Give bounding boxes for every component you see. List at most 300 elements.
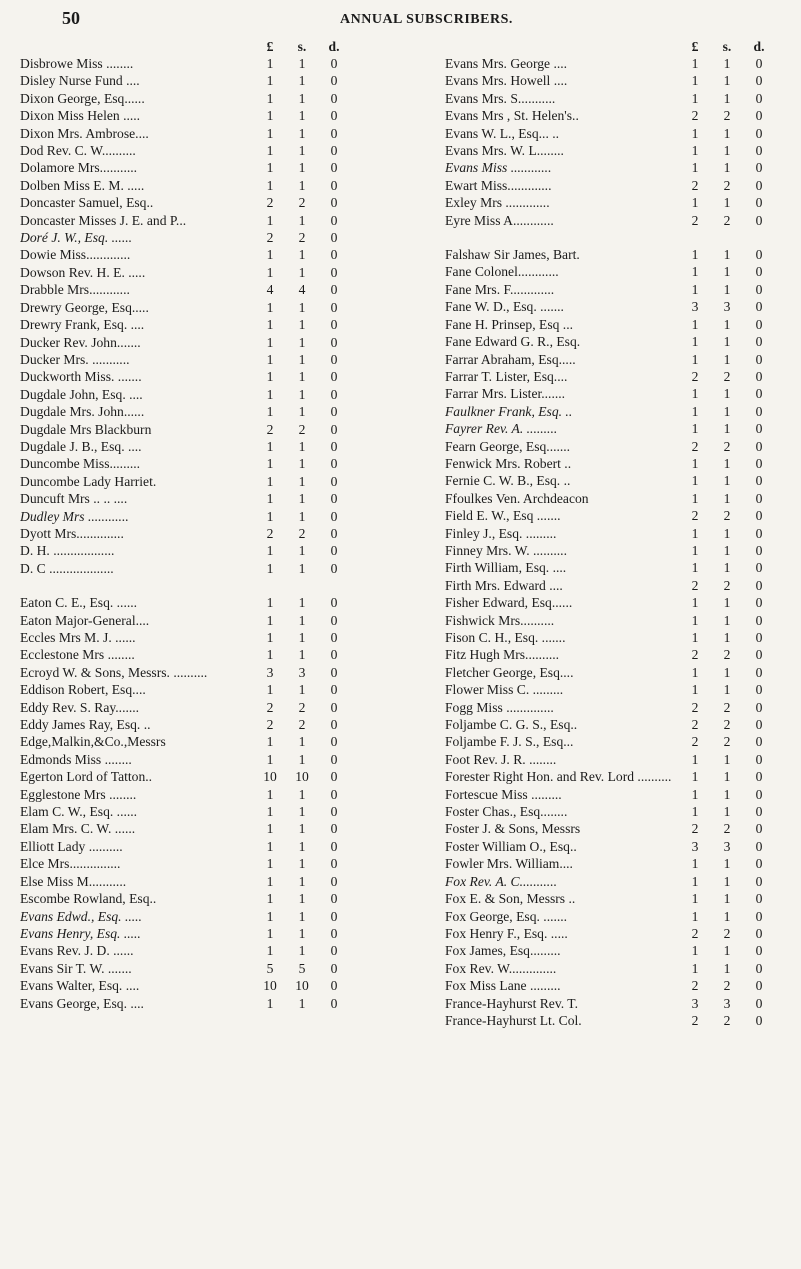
shillings-amount: 1	[723, 960, 731, 976]
shillings-amount: 1	[723, 455, 731, 471]
subscriber-row	[445, 838, 775, 855]
shillings-amount: 1	[723, 560, 731, 576]
shillings-amount: 2	[298, 230, 306, 246]
subscriber-row	[20, 125, 350, 142]
pence-amount: 0	[330, 212, 338, 228]
pounds-amount: 1	[266, 143, 274, 159]
pounds-amount: 1	[691, 195, 699, 211]
subscriber-name: Dugdale J. B., Esq. ....	[20, 438, 142, 454]
subscriber-name: Dixon Mrs. Ambrose....	[20, 125, 149, 141]
pounds-amount: 1	[266, 612, 274, 628]
pounds-amount: 1	[266, 543, 274, 559]
pounds-amount: 2	[691, 1012, 699, 1028]
pounds-amount: 2	[691, 368, 699, 384]
shillings-amount: 1	[723, 125, 731, 141]
shillings-amount: 1	[723, 281, 731, 297]
pence-amount: 0	[755, 560, 763, 576]
pence-amount: 0	[755, 281, 763, 297]
subscriber-row	[20, 751, 350, 768]
subscriber-name: Evans W. L., Esq... ..	[445, 125, 560, 141]
subscriber-name: Dowson Rev. H. E. .....	[20, 264, 146, 280]
subscriber-name: D. C ...................	[20, 560, 114, 576]
pounds-amount: 1	[691, 525, 699, 541]
subscriber-row	[445, 72, 775, 89]
pounds-amount: 1	[266, 838, 274, 854]
subscriber-row	[445, 768, 775, 785]
pence-amount: 0	[330, 160, 338, 176]
pounds-amount: 1	[266, 630, 274, 645]
shillings-amount: 1	[723, 264, 731, 280]
subscriber-name: Drabble Mrs............	[20, 282, 130, 298]
pounds-amount: 2	[691, 577, 699, 593]
pounds-amount: 1	[691, 264, 699, 280]
subscriber-row	[445, 194, 775, 211]
subscriber-name: Doncaster Misses J. E. and P...	[20, 212, 187, 228]
pounds-amount: 1	[266, 682, 274, 698]
subscriber-name: Eddison Robert, Esq....	[20, 682, 146, 698]
subscriber-row	[20, 768, 350, 785]
pence-amount: 0	[755, 368, 763, 384]
subscriber-row	[20, 55, 350, 72]
subscriber-name: Fox Henry F., Esq. .....	[445, 925, 568, 941]
shillings-amount: 1	[723, 421, 731, 437]
subscriber-name: Ducker Mrs. ...........	[20, 351, 130, 367]
subscriber-row	[445, 420, 775, 437]
subscriber-row	[20, 403, 350, 420]
subscriber-row	[20, 107, 350, 124]
shillings-amount: 1	[298, 873, 306, 889]
subscriber-row	[20, 960, 350, 977]
subscriber-row	[20, 542, 350, 559]
subscriber-name: Finney Mrs. W. ..........	[445, 542, 567, 558]
pence-amount: 0	[755, 299, 763, 315]
shillings-amount: 1	[298, 491, 306, 507]
pence-amount: 0	[755, 699, 763, 715]
pence-amount: 0	[755, 247, 763, 263]
pounds-amount: 10	[263, 978, 277, 994]
pence-amount: 0	[755, 525, 763, 541]
subscriber-row	[445, 820, 775, 837]
pence-amount: 0	[755, 682, 763, 698]
pounds-amount: 1	[266, 508, 274, 524]
pounds-amount: 1	[266, 386, 274, 402]
shillings-amount: 1	[298, 317, 306, 333]
subscriber-name: Eccles Mrs M. J. ......	[20, 630, 136, 645]
pounds-amount: 1	[691, 769, 699, 785]
pence-amount: 0	[755, 316, 763, 332]
subscriber-name: Evans Miss ............	[445, 160, 552, 176]
subscriber-row	[445, 890, 775, 907]
shillings-amount: 1	[298, 995, 306, 1011]
subscriber-row	[445, 385, 775, 402]
subscriber-name: Disley Nurse Fund ....	[20, 73, 140, 89]
pounds-amount: 2	[691, 699, 699, 715]
pence-amount: 0	[330, 264, 338, 280]
subscriber-row	[445, 925, 775, 942]
subscriber-name: Drewry George, Esq.....	[20, 299, 149, 315]
pounds-amount: 3	[691, 299, 699, 315]
pounds-amount: 1	[266, 247, 274, 263]
pounds-amount: 1	[691, 125, 699, 141]
pence-amount: 0	[755, 351, 763, 367]
subscriber-name: Foot Rev. J. R. ........	[445, 751, 557, 767]
shillings-amount: 2	[723, 368, 731, 384]
pence-amount: 0	[755, 508, 763, 524]
subscriber-name: Fearn George, Esq.......	[445, 438, 571, 454]
shillings-amount: 1	[723, 943, 731, 959]
shillings-amount: 1	[298, 891, 306, 907]
currency-header	[445, 38, 775, 55]
pounds-amount: 1	[691, 403, 699, 419]
subscriber-name: Evans Henry, Esq. .....	[20, 925, 141, 941]
subscriber-row	[20, 246, 350, 263]
subscriber-row	[20, 264, 350, 281]
subscriber-name: Fowler Mrs. William....	[445, 856, 573, 872]
subscriber-name: Eaton C. E., Esq. ......	[20, 595, 138, 611]
subscriber-row	[20, 838, 350, 855]
shillings-amount: 3	[298, 664, 306, 680]
subscriber-row	[20, 421, 350, 438]
subscriber-name: Firth Mrs. Edward ....	[445, 577, 563, 593]
shillings-amount: 2	[723, 508, 731, 524]
subscriber-name: Drewry Frank, Esq. ....	[20, 317, 145, 333]
subscriber-row	[20, 334, 350, 351]
subscriber-name: Elam Mrs. C. W. ......	[20, 821, 136, 837]
pence-amount: 0	[330, 647, 338, 663]
shillings-amount: 1	[298, 612, 306, 628]
subscriber-row	[445, 281, 775, 298]
subscriber-row	[20, 368, 350, 385]
subscriber-name: Finley J., Esq. .........	[445, 525, 557, 541]
subscriber-name: Dyott Mrs..............	[20, 525, 124, 541]
shillings-amount: 2	[298, 195, 306, 211]
subscriber-row	[20, 316, 350, 333]
pounds-amount: 1	[266, 56, 274, 71]
pence-amount: 0	[330, 595, 338, 611]
pounds-amount: 1	[691, 542, 699, 558]
shillings-amount: 1	[298, 247, 306, 263]
pounds-amount: 1	[266, 317, 274, 333]
shillings-amount: 1	[723, 73, 731, 89]
subscriber-name: Field E. W., Esq .......	[445, 508, 561, 524]
shillings-amount: 2	[298, 421, 306, 437]
shillings-amount: 1	[723, 908, 731, 924]
shillings-amount: 1	[723, 891, 731, 907]
subscriber-name: Fison C. H., Esq. .......	[445, 630, 566, 645]
subscriber-row	[445, 681, 775, 698]
subscriber-row	[20, 142, 350, 159]
pounds-amount: 1	[691, 804, 699, 820]
pence-amount: 0	[755, 978, 763, 994]
shillings-amount: 1	[723, 247, 731, 263]
subscriber-row	[20, 455, 350, 472]
subscriber-row	[20, 212, 350, 229]
subscriber-name: Eyre Miss A............	[445, 212, 554, 228]
subscriber-name: Foster William O., Esq..	[445, 838, 577, 854]
subscriber-row	[445, 629, 775, 646]
pounds-amount: 1	[266, 560, 274, 576]
pence-amount: 0	[330, 491, 338, 507]
pence-amount: 0	[330, 195, 338, 211]
shillings-amount: 1	[298, 543, 306, 559]
pence-amount: 0	[755, 734, 763, 750]
pence-amount: 0	[330, 560, 338, 576]
subscriber-row	[20, 351, 350, 368]
shillings-amount: 1	[298, 856, 306, 872]
pence-amount: 0	[755, 960, 763, 976]
pounds-amount: 5	[266, 960, 274, 976]
pence-amount: 0	[330, 177, 338, 193]
shillings-amount: 1	[723, 542, 731, 558]
pounds-amount: 1	[691, 421, 699, 437]
pounds-amount: 2	[691, 717, 699, 733]
subscriber-row	[445, 977, 775, 994]
pence-amount: 0	[330, 543, 338, 559]
pounds-amount: 1	[266, 177, 274, 193]
subscriber-name: Evans Mrs. Howell ....	[445, 73, 568, 89]
shillings-amount: 1	[298, 838, 306, 854]
pence-amount: 0	[330, 56, 338, 71]
shillings-amount: 3	[723, 299, 731, 315]
pounds-amount: 1	[691, 90, 699, 106]
pence-header: d.	[753, 39, 765, 54]
subscriber-name: Fenwick Mrs. Robert ..	[445, 455, 572, 471]
subscriber-row	[445, 542, 775, 559]
subscriber-row	[445, 873, 775, 890]
shillings-amount: 1	[298, 143, 306, 159]
pence-amount: 0	[755, 595, 763, 611]
right-column	[445, 38, 775, 1029]
subscriber-name: France-Hayhurst Rev. T.	[445, 995, 579, 1011]
shillings-amount: 2	[723, 577, 731, 593]
pence-amount: 0	[330, 90, 338, 106]
subscriber-row	[20, 72, 350, 89]
pounds-amount: 1	[266, 491, 274, 507]
subscriber-row	[20, 820, 350, 837]
subscriber-row	[20, 90, 350, 107]
subscriber-name: Evans Mrs , St. Helen's..	[445, 108, 579, 124]
shillings-amount: 2	[298, 525, 306, 541]
pounds-amount: 2	[691, 508, 699, 524]
pence-amount: 0	[330, 438, 338, 454]
subscriber-name: Ewart Miss.............	[445, 177, 552, 193]
pounds-amount: 1	[266, 108, 274, 124]
pence-amount: 0	[330, 699, 338, 715]
subscriber-row	[20, 803, 350, 820]
pounds-amount: 1	[691, 247, 699, 263]
pence-amount: 0	[755, 334, 763, 350]
pounds-amount: 1	[266, 995, 274, 1011]
shillings-amount: 1	[298, 125, 306, 141]
subscriber-name: Evans Edwd., Esq. .....	[20, 908, 142, 924]
subscriber-name: Ducker Rev. John.......	[20, 334, 141, 350]
pence-amount: 0	[755, 90, 763, 106]
subscriber-name: Exley Mrs .............	[445, 195, 550, 211]
subscriber-row	[20, 925, 350, 942]
subscriber-name: Else Miss M...........	[20, 873, 127, 889]
pounds-amount: 1	[691, 595, 699, 611]
pence-amount: 0	[330, 421, 338, 437]
subscriber-name: Foljambe F. J. S., Esq...	[445, 734, 574, 750]
pence-amount: 0	[755, 1012, 763, 1028]
pounds-amount: 1	[266, 212, 274, 228]
shillings-amount: 2	[723, 177, 731, 193]
pence-amount: 0	[330, 943, 338, 959]
shillings-amount: 1	[298, 560, 306, 576]
subscriber-name: Evans Walter, Esq. ....	[20, 978, 140, 994]
pounds-amount: 1	[691, 160, 699, 176]
pence-amount: 0	[755, 664, 763, 680]
pence-amount: 0	[755, 856, 763, 872]
subscriber-row	[20, 646, 350, 663]
subscriber-row	[20, 194, 350, 211]
shillings-amount: 1	[723, 804, 731, 820]
pence-amount: 0	[330, 108, 338, 124]
subscriber-row	[445, 559, 775, 576]
subscriber-name: Fox Rev. A. C...........	[445, 873, 557, 889]
subscriber-row	[445, 212, 775, 229]
subscriber-row	[445, 733, 775, 750]
subscriber-name: Egglestone Mrs ........	[20, 786, 137, 802]
pounds-amount: 1	[691, 560, 699, 576]
pence-amount: 0	[755, 995, 763, 1011]
shillings-amount: 2	[723, 699, 731, 715]
pence-amount: 0	[330, 73, 338, 89]
subscriber-name: Ecroyd W. & Sons, Messrs. ..........	[20, 664, 208, 680]
shillings-amount: 1	[723, 143, 731, 159]
subscriber-list	[445, 55, 775, 1029]
pounds-amount: 1	[691, 143, 699, 159]
pounds-amount: 1	[691, 56, 699, 71]
subscriber-name: Edmonds Miss ........	[20, 751, 132, 767]
pounds-amount: 3	[266, 664, 274, 680]
pence-amount: 0	[330, 925, 338, 941]
subscriber-name: Fishwick Mrs..........	[445, 612, 555, 628]
shillings-amount: 1	[298, 473, 306, 489]
subscriber-row	[445, 646, 775, 663]
pounds-amount: 1	[691, 351, 699, 367]
shillings-amount: 1	[723, 403, 731, 419]
shillings-amount: 1	[723, 786, 731, 802]
subscriber-row	[445, 403, 775, 420]
pence-amount: 0	[755, 577, 763, 593]
subscriber-row	[20, 681, 350, 698]
subscriber-name: Fane W. D., Esq. .......	[445, 299, 564, 315]
subscriber-name: Fox E. & Son, Messrs ..	[445, 891, 576, 907]
pounds-amount: 1	[266, 90, 274, 106]
pounds-amount: 1	[266, 786, 274, 802]
subscriber-row	[445, 612, 775, 629]
pence-amount: 0	[330, 717, 338, 733]
subscriber-name: D. H. ..................	[20, 543, 115, 559]
shillings-amount: 1	[723, 351, 731, 367]
pounds-amount: 10	[263, 769, 277, 785]
shillings-amount: 1	[298, 595, 306, 611]
subscriber-row	[20, 594, 350, 611]
pounds-amount: 1	[266, 73, 274, 89]
subscriber-row	[445, 159, 775, 176]
subscriber-name: Eddy Rev. S. Ray.......	[20, 699, 140, 715]
pence-amount: 0	[330, 908, 338, 924]
subscriber-name: Dod Rev. C. W..........	[20, 143, 136, 159]
currency-header	[20, 38, 350, 55]
subscriber-name: Fox Miss Lane .........	[445, 978, 561, 994]
subscriber-row	[20, 908, 350, 925]
pence-amount: 0	[755, 160, 763, 176]
pence-amount: 0	[755, 386, 763, 402]
subscriber-row	[445, 995, 775, 1012]
subscriber-row	[20, 229, 350, 246]
pounds-amount: 1	[266, 438, 274, 454]
shillings-amount: 1	[298, 630, 306, 645]
subscriber-row	[445, 1012, 775, 1029]
pounds-amount: 1	[691, 612, 699, 628]
shillings-amount: 1	[298, 804, 306, 820]
pence-amount: 0	[755, 821, 763, 837]
subscriber-row	[20, 473, 350, 490]
subscriber-name: Egerton Lord of Tatton..	[20, 769, 153, 785]
shillings-amount: 2	[298, 717, 306, 733]
pence-amount: 0	[755, 838, 763, 854]
subscriber-row	[20, 525, 350, 542]
pounds-amount: 2	[691, 212, 699, 228]
pounds-amount: 3	[691, 838, 699, 854]
shillings-amount: 1	[723, 664, 731, 680]
subscriber-row	[20, 438, 350, 455]
pounds-amount: 2	[266, 195, 274, 211]
pence-amount: 0	[330, 995, 338, 1011]
shillings-amount: 1	[723, 595, 731, 611]
pence-amount: 0	[755, 195, 763, 211]
subscriber-name: Forester Right Hon. and Rev. Lord ..........	[445, 769, 672, 785]
shillings-amount: 2	[723, 108, 731, 124]
pounds-header: £	[691, 39, 699, 54]
subscriber-name: Fortescue Miss .........	[445, 786, 562, 802]
shillings-amount: 1	[298, 351, 306, 367]
subscriber-name: Foster J. & Sons, Messrs	[445, 821, 581, 837]
pounds-amount: 1	[266, 873, 274, 889]
shillings-amount: 1	[723, 160, 731, 176]
subscriber-row	[445, 960, 775, 977]
shillings-amount: 1	[723, 856, 731, 872]
pence-amount: 0	[330, 473, 338, 489]
subscriber-name: Duncombe Lady Harriet.	[20, 473, 157, 489]
shillings-amount: 1	[298, 438, 306, 454]
subscriber-name: Fernie C. W. B., Esq. ..	[445, 473, 571, 489]
pence-amount: 0	[755, 717, 763, 733]
pence-amount: 0	[330, 960, 338, 976]
pence-amount: 0	[330, 612, 338, 628]
subscriber-row	[20, 281, 350, 298]
subscriber-name: Duncombe Miss.........	[20, 456, 141, 472]
pence-amount: 0	[755, 751, 763, 767]
pounds-amount: 2	[691, 925, 699, 941]
pounds-amount: 1	[266, 351, 274, 367]
subscriber-name: Dolben Miss E. M. .....	[20, 177, 145, 193]
subscriber-name: Dugdale Mrs Blackburn	[20, 421, 152, 437]
shillings-amount: 2	[723, 212, 731, 228]
pounds-amount: 1	[691, 386, 699, 402]
subscriber-list	[20, 55, 350, 1012]
subscriber-row	[445, 472, 775, 489]
pounds-amount: 1	[691, 334, 699, 350]
subscriber-name: Farrar Abraham, Esq.....	[445, 351, 576, 367]
pence-amount: 0	[755, 177, 763, 193]
subscriber-name: Escombe Rowland, Esq..	[20, 891, 157, 907]
subscriber-name: Elliott Lady ..........	[20, 838, 123, 854]
subscriber-name: Duckworth Miss. .......	[20, 369, 142, 385]
subscriber-row	[445, 664, 775, 681]
